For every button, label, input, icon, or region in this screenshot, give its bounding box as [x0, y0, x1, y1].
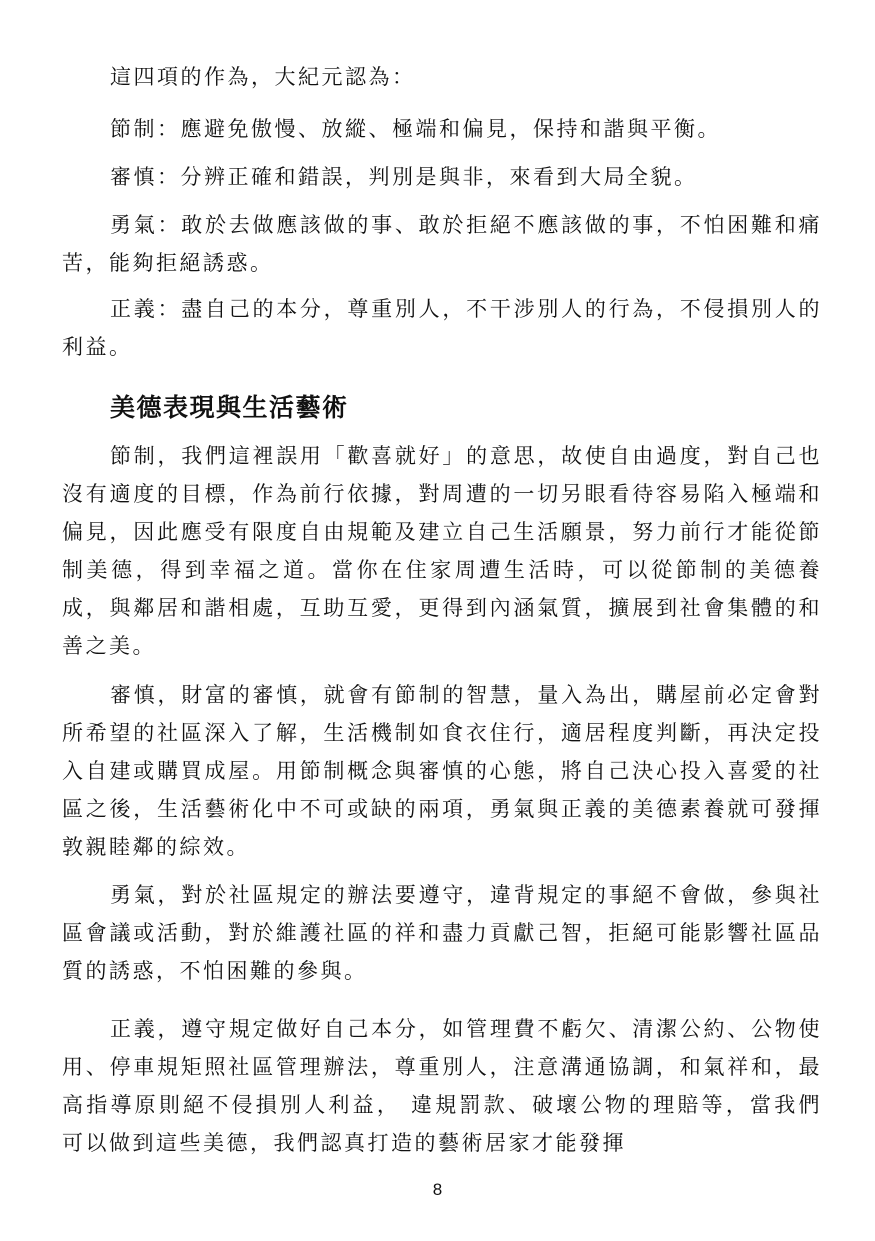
paragraph-justice-definition: 正義：盡自己的本分，尊重別人，不干涉別人的行為，不侵損別人的利益。	[62, 297, 822, 359]
page-number: 8	[432, 1180, 443, 1199]
paragraph-courage: 勇氣，對於社區規定的辦法要遵守，違背規定的事絕不會做，參與社區會議或活動，對於維護社區的祥和盡力貢獻己智，拒絕可能影響社區品質的誘惑，不怕困難的參與。	[62, 883, 822, 983]
paragraph-intro: 這四項的作為，大紀元認為：	[110, 65, 416, 89]
paragraph-temperance-definition: 節制：應避免傲慢、放縱、極端和偏見，保持和諧與平衡。	[110, 117, 721, 141]
paragraph-prudence: 審慎，財富的審慎，就會有節制的智慧，量入為出，購屋前必定會對所希望的社區深入了解，生活機制如食衣住行，適居程度判斷，再決定投入自建或購買成屋。用節制概念與審慎的心態，將自己決心投入喜愛的社區之後，生活藝術化中不可或缺的兩項，勇氣與正義的美德素養就可發揮敦親睦鄰的綜效。	[62, 683, 822, 859]
paragraph-courage-definition: 勇氣：敢於去做應該做的事、敢於拒絕不應該做的事，不怕困難和痛苦，能夠拒絕誘惑。	[62, 213, 822, 275]
paragraph-temperance: 節制，我們這裡誤用「歡喜就好」的意思，故使自由過度，對自己也沒有適度的目標，作為前行依據，對周遭的一切另眼看待容易陷入極端和偏見，因此應受有限度自由規範及建立自己生活願景，努力前行才能從節制美德，得到幸福之道。當你在住家周遭生活時，可以從節制的美德養成，與鄰居和諧相處，互助互愛，更得到內涵氣質，擴展到社會集體的和善之美。	[62, 444, 822, 658]
paragraph-prudence-definition: 審慎：分辨正確和錯誤，判別是與非，來看到大局全貌。	[110, 165, 698, 189]
section-heading: 美德表現與生活藝術	[110, 393, 349, 422]
paragraph-justice: 正義，遵守規定做好自己本分，如管理費不虧欠、清潔公約、公物使用、停車規矩照社區管理辦法，尊重別人，注意溝通協調，和氣祥和，最高指導原則絕不侵損別人利益， 違規罰款、破壞公物的理賠等，當我們可以做到這些美德，我們認真打造的藝術居家才能發揮	[62, 1017, 822, 1155]
